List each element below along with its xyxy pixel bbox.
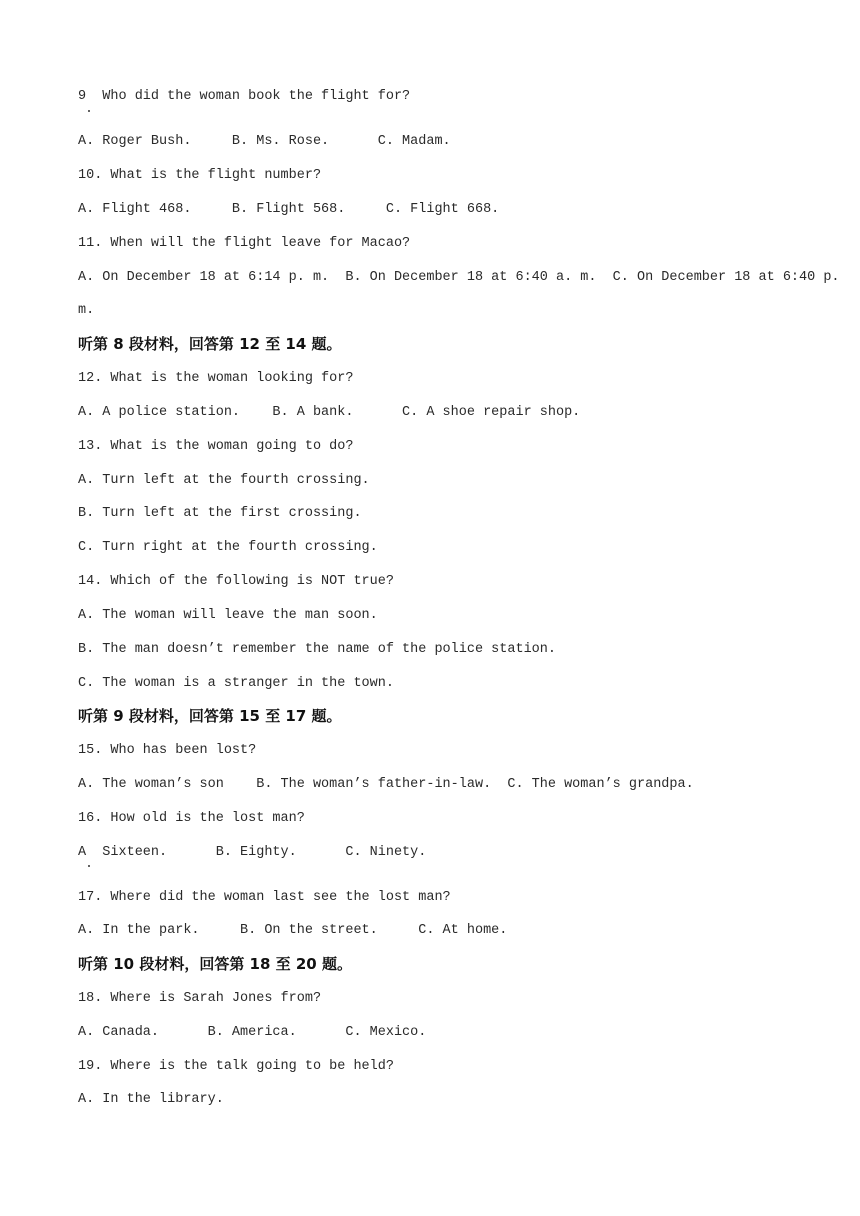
question-9-options: A. Roger Bush. B. Ms. Rose. C. Madam. (78, 134, 451, 149)
question-14: 14. Which of the following is NOT true? (78, 574, 394, 589)
question-11-options: A. On December 18 at 6:14 p. m. B. On December 18 at 6:40 a. m. C. On December 18 at 6:40 p. (78, 270, 840, 285)
question-14-option-a: A. The woman will leave the man soon. (78, 608, 378, 623)
question-18: 18. Where is Sarah Jones from? (78, 991, 322, 1006)
question-17-options: A. In the park. B. On the street. C. At home. (78, 923, 508, 938)
dot-mark (88, 110, 90, 112)
question-15-options: A. The woman’s son B. The woman’s father-in-law. C. The woman’s grandpa. (78, 777, 694, 792)
question-16: 16. How old is the lost man? (78, 811, 305, 826)
question-18-options: A. Canada. B. America. C. Mexico. (78, 1025, 427, 1040)
question-14-option-b: B. The man doesn’t remember the name of the police station. (78, 642, 556, 657)
question-14-option-c: C. The woman is a stranger in the town. (78, 676, 394, 691)
question-13: 13. What is the woman going to do? (78, 439, 354, 454)
question-13-option-c: C. Turn right at the fourth crossing. (78, 540, 378, 555)
question-19-option-a: A. In the library. (78, 1092, 224, 1107)
question-19: 19. Where is the talk going to be held? (78, 1059, 394, 1074)
question-12-options: A. A police station. B. A bank. C. A shoe repair shop. (78, 405, 581, 420)
section-10-heading: 听第 10 段材料，回答第 18 至 20 题。 (78, 955, 352, 973)
question-9: 9 Who did the woman book the flight for? (78, 89, 411, 104)
question-10-options: A. Flight 468. B. Flight 568. C. Flight 668. (78, 202, 500, 217)
section-8-heading: 听第 8 段材料，回答第 12 至 14 题。 (78, 335, 342, 353)
question-13-option-a: A. Turn left at the fourth crossing. (78, 473, 370, 488)
question-11: 11. When will the flight leave for Macao? (78, 236, 411, 251)
question-17: 17. Where did the woman last see the lost man? (78, 890, 451, 905)
question-10: 10. What is the flight number? (78, 168, 322, 183)
question-16-options: A Sixteen. B. Eighty. C. Ninety. (78, 845, 427, 860)
question-11-options-continued: m. (78, 303, 95, 318)
question-12: 12. What is the woman looking for? (78, 371, 354, 386)
dot-mark (88, 865, 90, 867)
question-13-option-b: B. Turn left at the first crossing. (78, 506, 362, 521)
section-9-heading: 听第 9 段材料，回答第 15 至 17 题。 (78, 707, 342, 725)
question-15: 15. Who has been lost? (78, 743, 257, 758)
